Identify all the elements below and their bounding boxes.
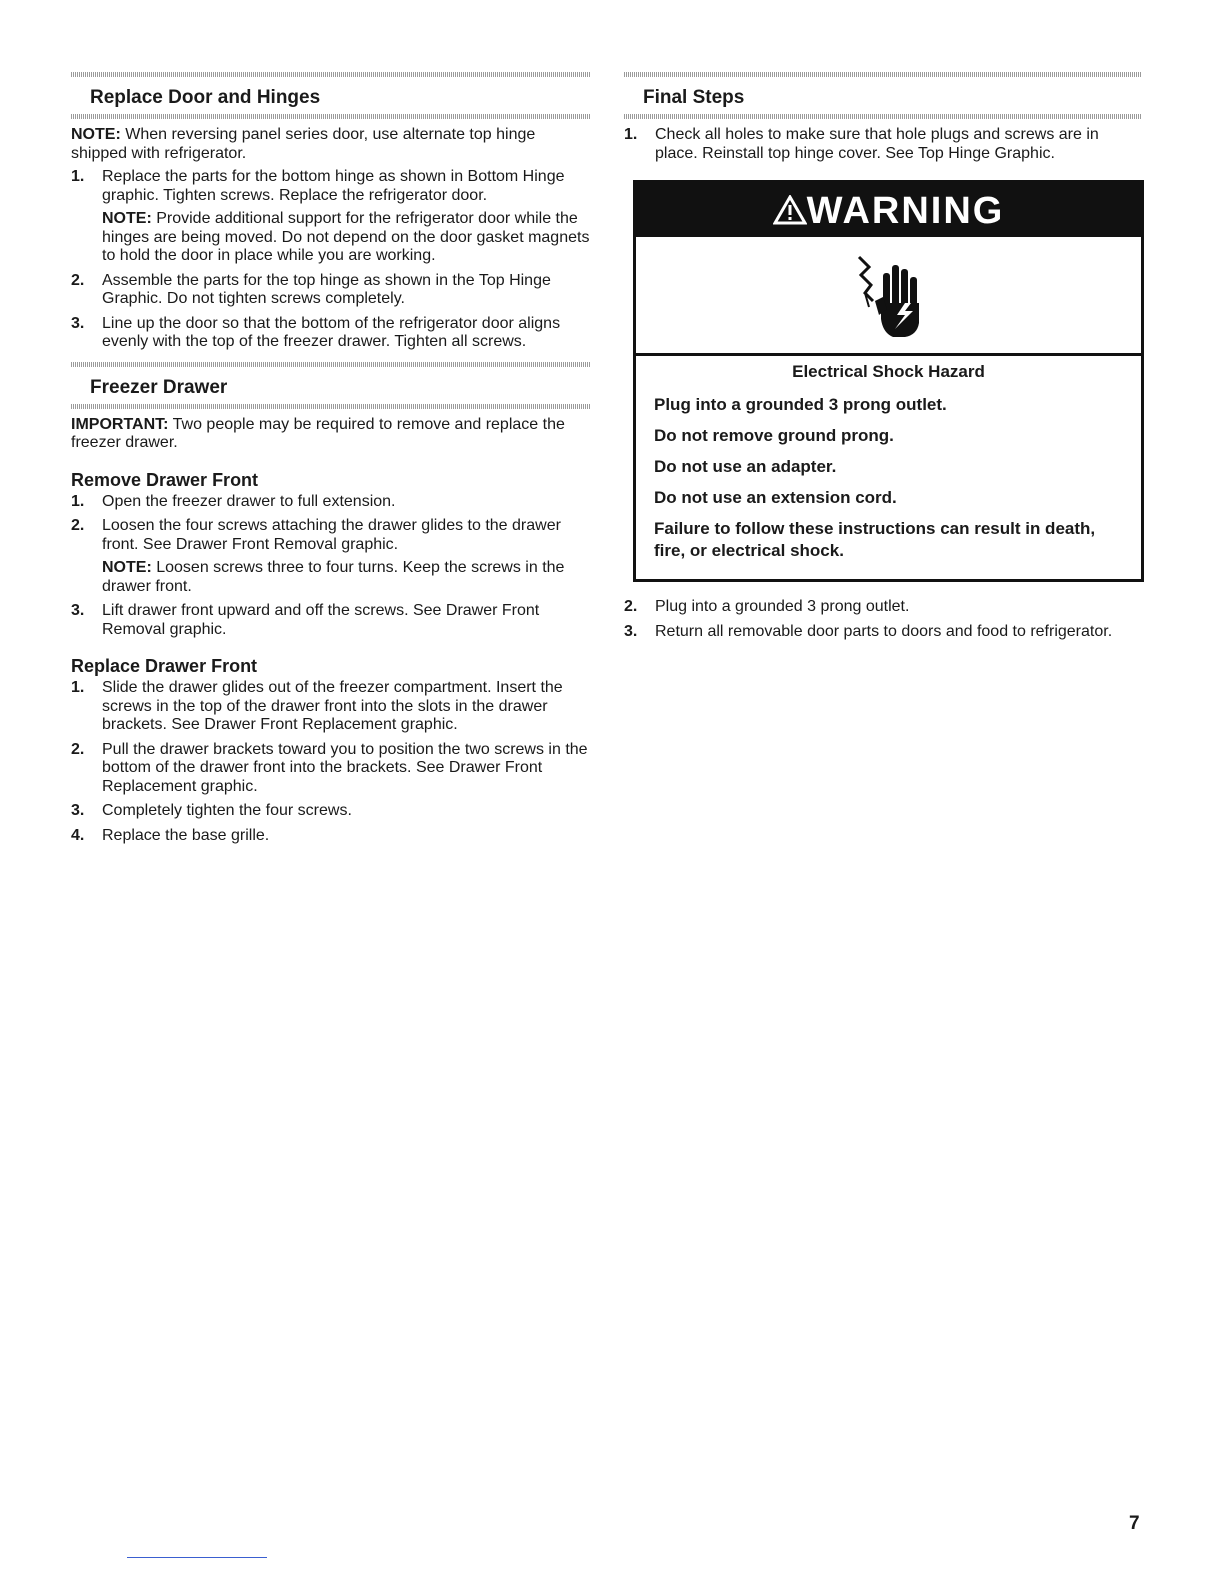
important-text: Two people may be required to remove and replace the freezer drawer. — [71, 415, 565, 451]
section-title-final-steps: Final Steps — [643, 87, 745, 108]
shock-icon-area — [636, 237, 1141, 356]
warning-triangle-icon — [773, 195, 807, 225]
note-label: NOTE: — [71, 126, 121, 143]
step-text: Replace the base grille. — [102, 826, 270, 844]
section-rule — [624, 114, 1142, 119]
right-column — [624, 72, 1142, 647]
step-number: 3. — [624, 622, 638, 640]
warning-body — [636, 356, 1141, 579]
hazard-title: Electrical Shock Hazard — [792, 362, 985, 381]
step-text: Line up the door so that the bottom of the refrigerator door aligns evenly with the top of the freezer drawer. Tighten all screws. — [102, 314, 561, 350]
step-number: 1. — [624, 126, 638, 143]
list-item — [71, 517, 591, 596]
final-steps-list — [624, 126, 1142, 163]
list-item — [71, 741, 591, 797]
step-number: 3. — [71, 802, 85, 819]
section-rule — [71, 114, 591, 119]
note-label: NOTE: — [102, 210, 152, 227]
step-number: 2. — [71, 271, 85, 289]
note-paragraph — [71, 126, 591, 163]
warning-line: Do not use an extension cord. — [654, 488, 897, 507]
step-note — [102, 559, 591, 596]
note-label: NOTE: — [102, 559, 152, 576]
step-text: Completely tighten the four screws. — [102, 802, 352, 819]
step-text: Return all removable door parts to doors and food to refrigerator. — [655, 622, 1113, 640]
list-item — [624, 623, 1142, 642]
subsection-title-replace-drawer: Replace Drawer Front — [71, 656, 258, 676]
list-item — [71, 679, 591, 735]
list-item — [71, 493, 591, 512]
warning-title: WARNING — [806, 190, 1005, 232]
step-number: 2. — [71, 740, 85, 758]
step-number: 2. — [71, 517, 85, 534]
step-number: 4. — [71, 826, 85, 844]
replace-door-steps — [71, 168, 591, 352]
step-text: Slide the drawer glides out of the freezer compartment. Insert the screws in the top of the drawer front into the slots in the drawer brackets. See Drawer Front Replacement graphic. — [102, 679, 563, 733]
important-paragraph — [71, 416, 591, 453]
note-text: Loosen screws three to four turns. Keep the screws in the drawer front. — [102, 559, 565, 595]
list-item — [71, 802, 591, 821]
step-number: 2. — [624, 598, 638, 615]
step-note — [102, 210, 591, 266]
step-text: Loosen the four screws attaching the drawer glides to the drawer front. See Drawer Front Removal graphic. — [102, 517, 561, 553]
step-number: 3. — [71, 314, 85, 332]
replace-drawer-steps — [71, 679, 591, 845]
step-text: Plug into a grounded 3 prong outlet. — [655, 598, 910, 615]
section-title-replace-door: Replace Door and Hinges — [90, 87, 321, 108]
final-steps-list-continued — [624, 598, 1142, 641]
list-item — [624, 126, 1142, 163]
step-number: 1. — [71, 679, 85, 696]
section-rule — [71, 404, 591, 409]
subsection-title-remove-drawer: Remove Drawer Front — [71, 469, 259, 490]
warning-line: Failure to follow these instructions can result in death, fire, or electrical shock. — [654, 519, 1096, 560]
important-label: IMPORTANT: — [71, 415, 169, 433]
step-number: 1. — [71, 492, 85, 510]
step-text: Lift drawer front upward and off the screws. See Drawer Front Removal graphic. — [102, 602, 540, 638]
step-text: Assemble the parts for the top hinge as shown in the Top Hinge Graphic. Do not tighten screws completely. — [102, 271, 551, 307]
step-text: Pull the drawer brackets toward you to position the two screws in the bottom of the drawer front into the brackets. See Drawer Front Replacement graphic. — [102, 740, 588, 795]
warning-box — [633, 180, 1144, 582]
list-item — [624, 598, 1142, 617]
left-column — [71, 72, 591, 851]
step-number: 1. — [71, 168, 85, 185]
list-item — [71, 602, 591, 639]
note-text: Provide additional support for the refrigerator door while the hinges are being moved. Do not depend on the door gasket magnets to hold the door in place while you are working. — [102, 210, 590, 264]
remove-drawer-steps — [71, 493, 591, 640]
list-item — [71, 272, 591, 309]
list-item — [71, 827, 591, 846]
warning-line: Do not remove ground prong. — [654, 426, 894, 445]
note-text: When reversing panel series door, use alternate top hinge shipped with refrigerator. — [71, 126, 536, 162]
warning-header — [636, 183, 1141, 237]
electrical-shock-hand-icon — [839, 245, 939, 345]
step-text: Check all holes to make sure that hole plugs and screws are in place. Reinstall top hinge cover. See Top Hinge Graphic. — [655, 126, 1099, 162]
warning-line: Plug into a grounded 3 prong outlet. — [654, 395, 947, 414]
list-item — [71, 315, 591, 352]
section-title-freezer-drawer: Freezer Drawer — [90, 376, 228, 398]
step-text: Replace the parts for the bottom hinge as shown in Bottom Hinge graphic. Tighten screws. Replace the refrigerator door. — [102, 168, 565, 204]
footer-divider — [127, 1557, 267, 1558]
step-text: Open the freezer drawer to full extension. — [102, 492, 396, 510]
warning-line: Do not use an adapter. — [654, 457, 837, 476]
page-number: 7 — [1129, 1513, 1140, 1534]
step-number: 3. — [71, 602, 85, 619]
list-item — [71, 168, 591, 266]
